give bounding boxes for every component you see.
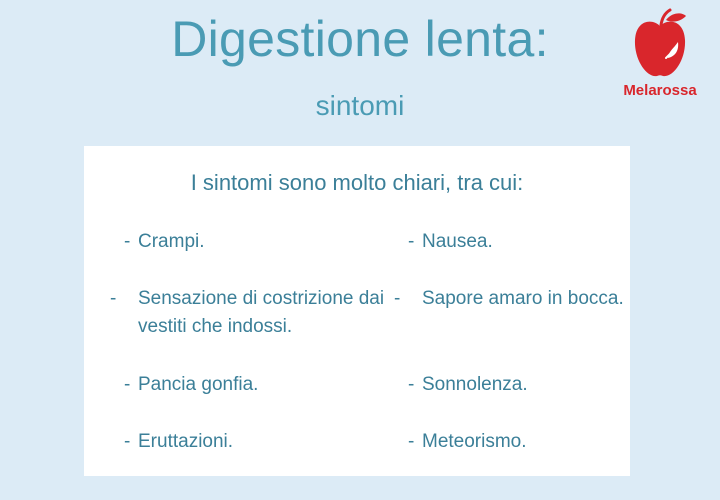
symptom-item — [394, 285, 632, 313]
symptom-text: Nausea. — [422, 231, 493, 252]
bullet-dash: - — [408, 431, 415, 452]
apple-icon — [630, 8, 690, 80]
symptom-text: Sensazione di costrizione dai vestiti che indossi. — [138, 288, 385, 337]
symptom-text: Sonnolenza. — [422, 374, 528, 395]
symptom-item — [124, 228, 374, 256]
symptom-text: Meteorismo. — [422, 431, 527, 452]
page-subtitle: sintomi — [315, 90, 405, 121]
symptom-item — [124, 428, 374, 456]
symptom-item — [408, 371, 618, 399]
symptom-text: Crampi. — [138, 231, 205, 252]
symptom-text: Pancia gonfia. — [138, 374, 259, 395]
card-intro: I sintomi sono molto chiari, tra cui: — [190, 170, 524, 195]
bullet-dash: - — [124, 231, 131, 252]
symptom-item — [408, 228, 618, 256]
bullet-dash: - — [124, 431, 131, 452]
symptom-item — [408, 428, 618, 456]
bullet-dash: - — [408, 231, 415, 252]
symptom-text: Sapore amaro in bocca. — [422, 288, 624, 309]
bullet-dash: - — [394, 288, 401, 309]
bullet-dash: - — [110, 288, 117, 309]
brand-logo — [612, 8, 708, 104]
bullet-dash: - — [124, 374, 131, 395]
symptom-text: Eruttazioni. — [138, 431, 234, 452]
bullet-dash: - — [408, 374, 415, 395]
symptom-item — [124, 371, 374, 399]
symptoms-card — [84, 146, 630, 476]
brand-name: Melarossa — [623, 82, 697, 99]
page-title: Digestione lenta: — [171, 11, 549, 67]
symptom-item — [110, 285, 388, 341]
